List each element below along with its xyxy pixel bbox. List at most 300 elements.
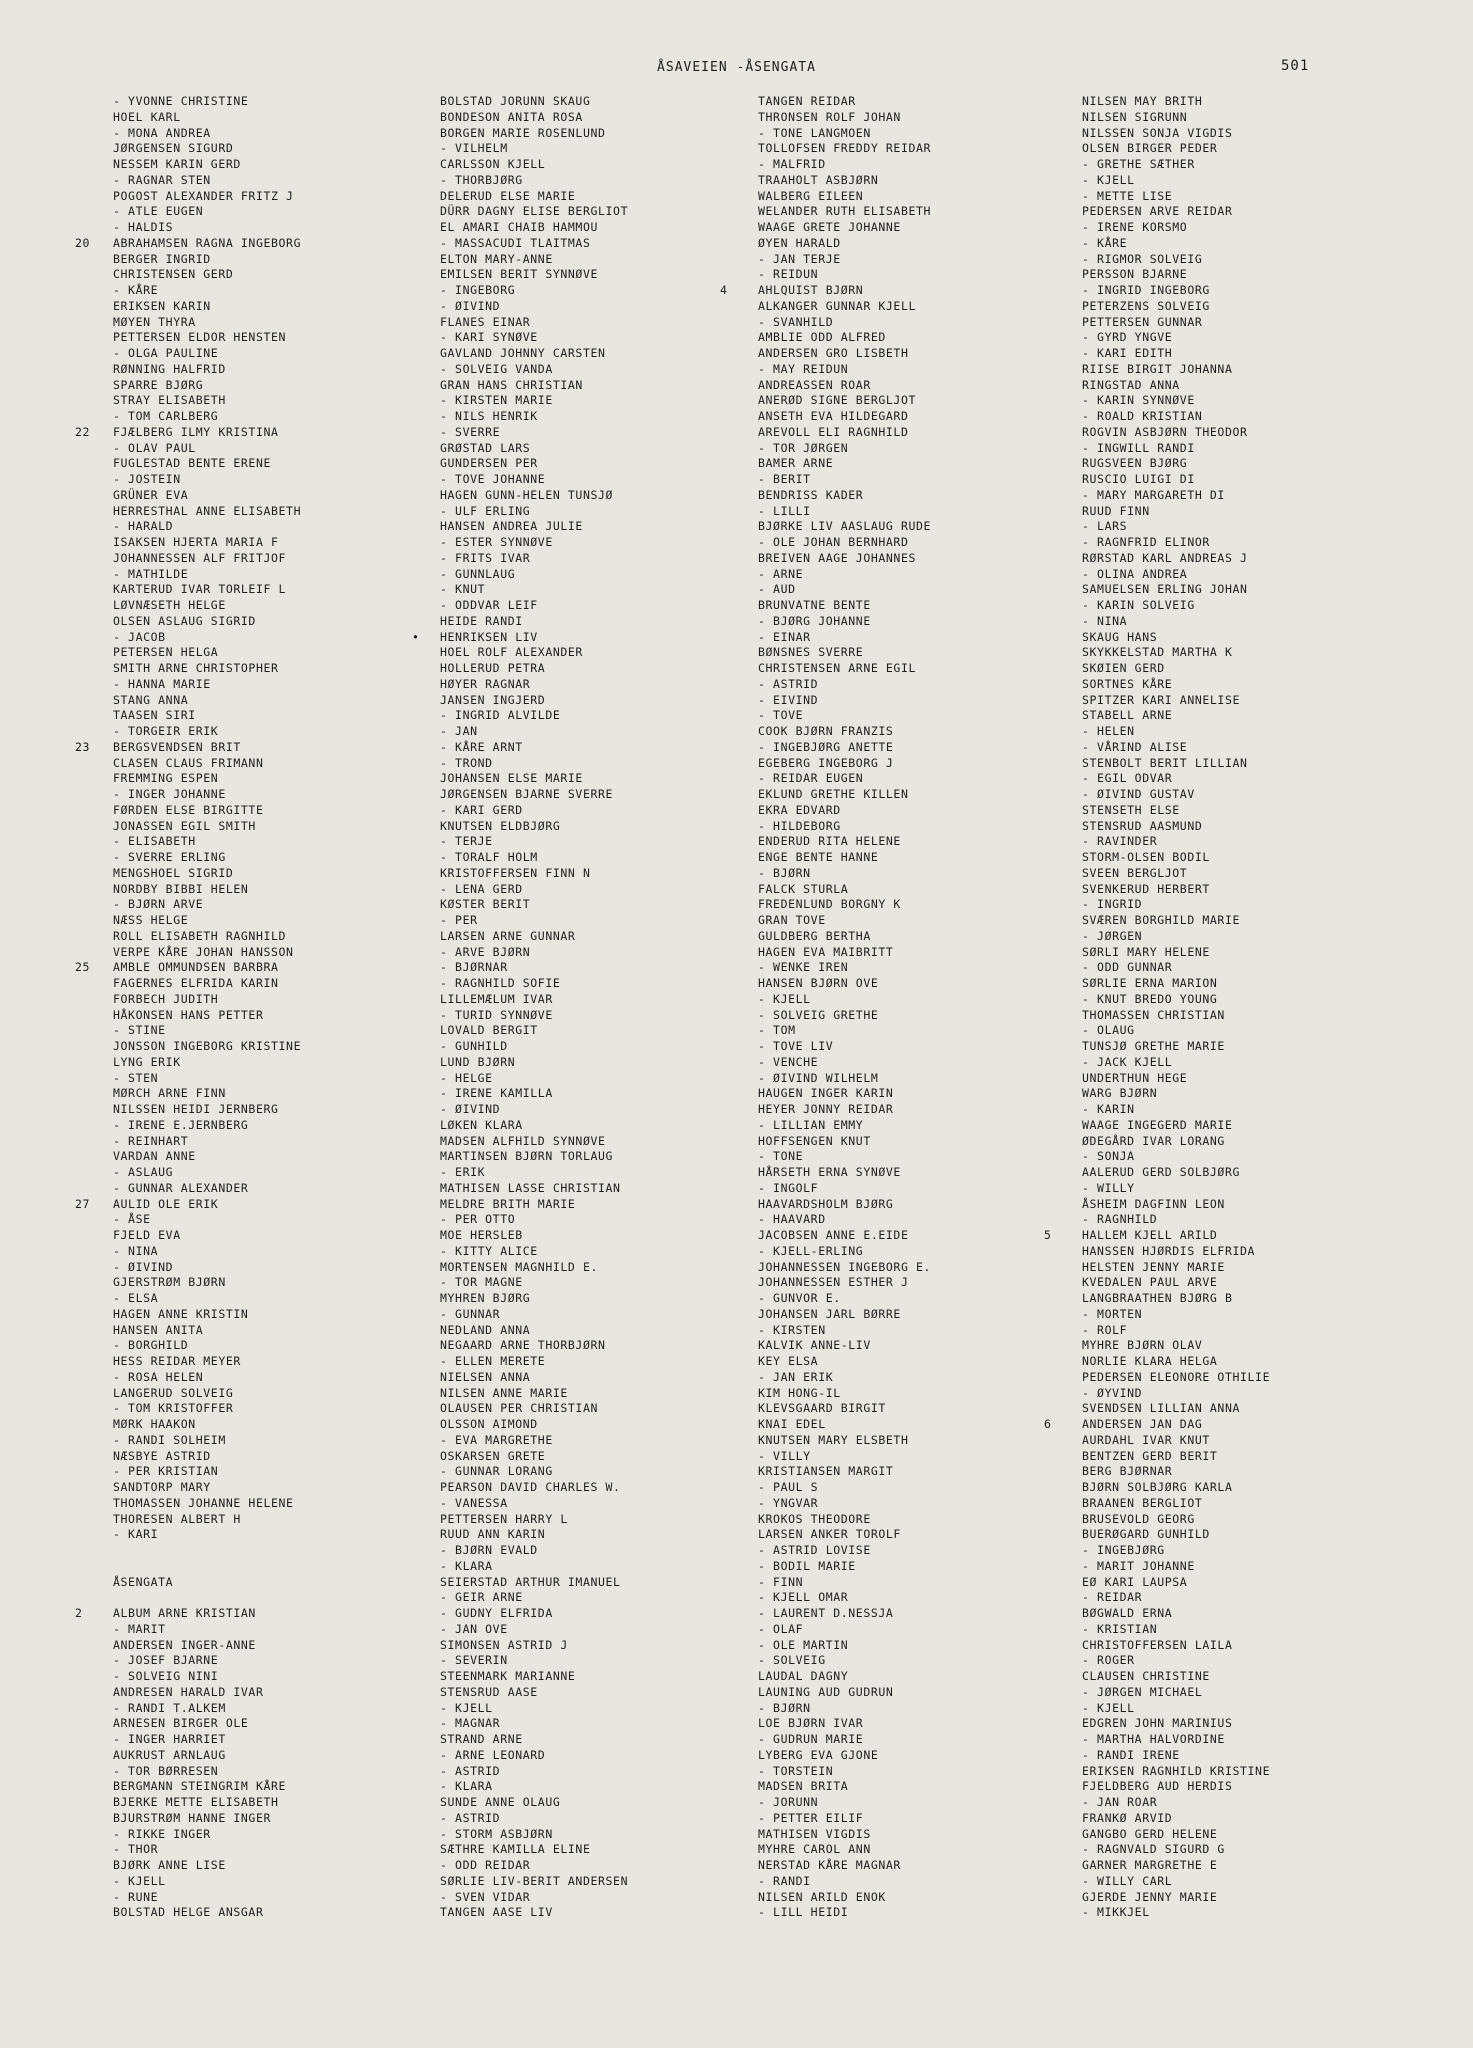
entry-name: - JØRGEN — [1082, 928, 1143, 943]
directory-entry — [758, 882, 1078, 898]
entry-name: - ARNE — [758, 566, 804, 581]
entry-name: BOLSTAD JORUNN SKAUG — [440, 94, 591, 108]
directory-entry — [758, 1638, 1078, 1654]
directory-entry — [440, 677, 760, 693]
entry-name: HANSEN ANDREA JULIE — [440, 519, 583, 534]
directory-entry — [113, 1386, 433, 1402]
directory-entry — [440, 488, 760, 504]
directory-entry — [758, 1464, 1078, 1480]
entry-name: FJELDBERG AUD HERDIS — [1082, 1779, 1233, 1794]
directory-entry — [1044, 1417, 1402, 1433]
directory-entry — [113, 267, 433, 283]
directory-entry — [1082, 1244, 1402, 1260]
entry-name: HAGEN ANNE KRISTIN — [113, 1306, 249, 1321]
directory-entry — [758, 661, 1078, 677]
directory-entry — [440, 945, 760, 961]
directory-entry — [758, 850, 1078, 866]
directory-entry — [113, 1512, 433, 1528]
directory-entry — [440, 1417, 760, 1433]
directory-entry — [113, 204, 433, 220]
entry-name: - JOSEF BJARNE — [113, 1653, 219, 1668]
entry-name: - MAY REIDUN — [758, 361, 849, 376]
directory-entry — [758, 976, 1078, 992]
directory-entry — [113, 1496, 433, 1512]
entry-name: - TOR MAGNE — [440, 1275, 523, 1290]
entry-name: - KLARA — [440, 1779, 493, 1794]
entry-name: FRANKØ ARVID — [1082, 1810, 1173, 1825]
entry-name: - HALDIS — [113, 220, 174, 234]
entry-name: TANGEN AASE LIV — [440, 1905, 553, 1920]
entry-name: PEDERSEN ELEONORE OTHILIE — [1082, 1369, 1271, 1384]
entry-name: - SVANHILD — [758, 314, 834, 329]
entry-name: AURDAHL IVAR KNUT — [1082, 1432, 1210, 1447]
entry-name: SORTNES KÅRE — [1082, 676, 1173, 691]
directory-entry — [113, 1118, 433, 1134]
entry-name: - LAURENT D.NESSJA — [758, 1606, 894, 1620]
directory-entry — [758, 1575, 1078, 1591]
directory-entry — [1082, 252, 1402, 268]
directory-entry — [758, 1748, 1078, 1764]
directory-entry — [440, 330, 760, 346]
entry-name: ALBUM ARNE KRISTIAN — [113, 1606, 256, 1620]
house-number: 22 — [75, 424, 91, 439]
entry-name: - MONA ANDREA — [113, 125, 211, 140]
directory-entry — [758, 1165, 1078, 1181]
entry-name: - RAGNAR STEN — [113, 172, 211, 187]
directory-entry — [1082, 1086, 1402, 1102]
entry-name: - TORSTEIN — [758, 1763, 834, 1778]
directory-entry — [1082, 157, 1402, 173]
directory-entry — [1082, 94, 1402, 110]
entry-name: - RAGNHILD SOFIE — [440, 976, 561, 990]
entry-name: MATHISEN LASSE CHRISTIAN — [440, 1180, 621, 1195]
entry-name: GRØSTAD LARS — [440, 440, 531, 455]
directory-entry — [758, 567, 1078, 583]
directory-entry — [113, 519, 433, 535]
directory-entry — [720, 283, 1078, 299]
directory-entry — [1082, 456, 1402, 472]
entry-name: - LILL HEIDI — [758, 1905, 849, 1920]
entry-name: PETERSEN HELGA — [113, 645, 219, 660]
entry-name: - LILLIAN EMMY — [758, 1117, 864, 1132]
directory-entry — [113, 299, 433, 315]
directory-entry — [758, 1858, 1078, 1874]
entry-name: - WILLY CARL — [1082, 1873, 1173, 1888]
directory-entry — [440, 693, 760, 709]
entry-name: - MATHILDE — [113, 566, 189, 581]
directory-entry — [113, 1338, 433, 1354]
entry-name: HANSEN ANITA — [113, 1322, 204, 1337]
directory-entry — [113, 1165, 433, 1181]
entry-name: STEENMARK MARIANNE — [440, 1669, 576, 1683]
entry-name: - RANDI — [758, 1873, 811, 1888]
directory-entry — [758, 1827, 1078, 1843]
entry-name: - GUDNY ELFRIDA — [440, 1606, 553, 1620]
entry-name: - SEVERIN — [440, 1653, 508, 1668]
entry-name: - HELEN — [1082, 724, 1135, 738]
directory-entry — [440, 1071, 760, 1087]
directory-entry — [113, 1543, 433, 1575]
directory-entry — [758, 1291, 1078, 1307]
entry-name: - TONE — [758, 1149, 804, 1164]
directory-entry — [1082, 173, 1402, 189]
directory-entry — [1082, 1701, 1402, 1717]
entry-name: - YNGVAR — [758, 1495, 819, 1510]
entry-name: EKLUND GRETHE KILLEN — [758, 787, 909, 801]
entry-name: LUND BJØRN — [440, 1054, 516, 1069]
directory-entry — [113, 787, 433, 803]
directory-entry — [758, 1275, 1078, 1291]
directory-entry — [758, 1244, 1078, 1260]
entry-name: - INGWILL RANDI — [1082, 440, 1195, 455]
directory-entry — [1082, 378, 1402, 394]
entry-name: - TOR JØRGEN — [758, 440, 849, 455]
directory-entry — [113, 582, 433, 598]
directory-entry — [1082, 1732, 1402, 1748]
entry-name: ANDERSEN JAN DAG — [1082, 1417, 1203, 1431]
directory-entry — [440, 157, 760, 173]
entry-name: HAGEN EVA MAIBRITT — [758, 944, 894, 959]
entry-name: GARNER MARGRETHE E — [1082, 1858, 1218, 1872]
entry-name: BJØRK ANNE LISE — [113, 1858, 226, 1872]
entry-name: TUNSJØ GRETHE MARIE — [1082, 1039, 1225, 1053]
directory-entry — [440, 252, 760, 268]
directory-entry — [113, 1260, 433, 1276]
directory-entry — [1082, 1165, 1402, 1181]
directory-entry — [1082, 1559, 1402, 1575]
directory-entry — [758, 756, 1078, 772]
directory-entry — [758, 315, 1078, 331]
directory-entry — [758, 141, 1078, 157]
entry-name: HÅRSETH ERNA SYNØVE — [758, 1165, 901, 1179]
directory-entry — [758, 1449, 1078, 1465]
entry-name: KIM HONG-IL — [758, 1385, 841, 1400]
directory-entry — [1082, 236, 1402, 252]
directory-entry — [758, 1008, 1078, 1024]
directory-entry — [440, 1244, 760, 1260]
entry-name: - BJØRN — [758, 865, 811, 880]
directory-entry — [1082, 929, 1402, 945]
directory-entry — [1082, 1748, 1402, 1764]
entry-name: ÅSHEIM DAGFINN LEON — [1082, 1196, 1225, 1211]
directory-entry — [440, 1685, 760, 1701]
entry-name: HEIDE RANDI — [440, 613, 523, 628]
page-number: 501 — [1281, 58, 1310, 74]
directory-entry — [758, 173, 1078, 189]
directory-entry — [440, 1764, 760, 1780]
entry-name: EDGREN JOHN MARINIUS — [1082, 1716, 1233, 1731]
directory-entry — [758, 1905, 1078, 1921]
directory-entry — [440, 1386, 760, 1402]
directory-entry — [440, 1181, 760, 1197]
entry-name: SKAUG HANS — [1082, 629, 1158, 644]
directory-entry — [113, 1779, 433, 1795]
directory-entry — [440, 126, 760, 142]
directory-entry — [758, 929, 1078, 945]
entry-name: - KLARA — [440, 1558, 493, 1573]
directory-entry — [1082, 1606, 1402, 1622]
directory-entry — [113, 1590, 433, 1606]
directory-entry — [440, 141, 760, 157]
entry-name: - GUNNAR — [440, 1306, 501, 1321]
directory-entry — [440, 1307, 760, 1323]
directory-entry — [758, 1496, 1078, 1512]
directory-entry — [113, 1291, 433, 1307]
entry-name: STENSRUD AASE — [440, 1684, 538, 1699]
column-1 — [75, 94, 433, 1921]
entry-name: - GUNVOR E. — [758, 1291, 841, 1305]
directory-entry — [758, 393, 1078, 409]
directory-entry — [440, 1512, 760, 1528]
entry-name: - RIGMOR SOLVEIG — [1082, 251, 1203, 266]
directory-entry — [1082, 850, 1402, 866]
entry-name: ØDEGÅRD IVAR LORANG — [1082, 1133, 1225, 1148]
directory-entry — [113, 708, 433, 724]
directory-entry — [758, 1354, 1078, 1370]
entry-name: LAUNING AUD GUDRUN — [758, 1684, 894, 1699]
entry-name: - ØIVIND — [440, 1102, 501, 1116]
house-number: 5 — [1044, 1228, 1052, 1242]
directory-entry — [113, 630, 433, 646]
entry-name: SVÆREN BORGHILD MARIE — [1082, 913, 1240, 927]
directory-entry — [440, 582, 760, 598]
directory-entry — [758, 1023, 1078, 1039]
directory-entry — [440, 1606, 760, 1622]
directory-entry — [440, 1464, 760, 1480]
directory-entry — [758, 1212, 1078, 1228]
directory-entry — [758, 110, 1078, 126]
entry-name: - EVA MARGRETHE — [440, 1432, 553, 1447]
entry-name: FJELD EVA — [113, 1228, 181, 1242]
entry-name: NILSEN SIGRUNN — [1082, 109, 1188, 124]
entry-name: RUGSVEEN BJØRG — [1082, 456, 1188, 471]
directory-entry — [1082, 315, 1402, 331]
directory-entry — [1082, 1764, 1402, 1780]
entry-name: - REIDAR EUGEN — [758, 771, 864, 786]
entry-name: WAAGE INGEGERD MARIE — [1082, 1117, 1233, 1132]
directory-entry — [1082, 1811, 1402, 1827]
entry-name: AREVOLL ELI RAGNHILD — [758, 424, 909, 439]
directory-entry — [113, 1228, 433, 1244]
directory-entry — [440, 1291, 760, 1307]
directory-entry — [440, 1559, 760, 1575]
directory-entry — [1082, 1842, 1402, 1858]
entry-name: BJURSTRØM HANNE INGER — [113, 1810, 271, 1825]
house-number: 25 — [75, 960, 91, 975]
directory-entry — [75, 739, 433, 756]
house-number: 4 — [720, 283, 728, 297]
entry-name: THOMASSEN CHRISTIAN — [1082, 1007, 1225, 1022]
directory-entry — [1082, 472, 1402, 488]
directory-entry — [1082, 1622, 1402, 1638]
margin-dot: • — [412, 629, 420, 644]
directory-entry — [758, 866, 1078, 882]
directory-entry — [1082, 1039, 1402, 1055]
street-heading — [113, 1575, 433, 1591]
directory-entry — [440, 519, 760, 535]
entry-name: - MORTEN — [1082, 1306, 1143, 1321]
directory-entry — [758, 1039, 1078, 1055]
directory-entry — [758, 1401, 1078, 1417]
directory-entry — [113, 252, 433, 268]
directory-entry — [1082, 913, 1402, 929]
entry-name: BJØRKE LIV AASLAUG RUDE — [758, 519, 932, 534]
directory-entry — [758, 1779, 1078, 1795]
entry-name: OLSSON AIMOND — [440, 1417, 538, 1431]
entry-name: HENRIKSEN LIV — [440, 629, 538, 644]
entry-name: BERGSVENDSEN BRIT — [113, 739, 241, 754]
entry-name: SEIERSTAD ARTHUR IMANUEL — [440, 1574, 621, 1589]
directory-entry — [440, 1874, 760, 1890]
directory-entry — [440, 803, 760, 819]
directory-entry — [113, 173, 433, 189]
directory-entry — [440, 378, 760, 394]
entry-name: SANDTORP MARY — [113, 1480, 211, 1494]
entry-name: ANDERSEN GRO LISBETH — [758, 346, 909, 360]
entry-name: GULDBERG BERTHA — [758, 928, 871, 943]
directory-entry — [1082, 1669, 1402, 1685]
directory-entry — [758, 535, 1078, 551]
entry-name: ROLL ELISABETH RAGNHILD — [113, 928, 287, 943]
entry-name: BONDESON ANITA ROSA — [440, 109, 583, 124]
directory-entry — [1082, 1370, 1402, 1386]
entry-name: ENDERUD RITA HELENE — [758, 834, 901, 849]
column-2 — [412, 94, 760, 1921]
directory-entry — [75, 960, 433, 976]
entry-name: - KÅRE — [1082, 235, 1128, 250]
directory-entry — [1082, 819, 1402, 835]
entry-name: - ELSA — [113, 1291, 159, 1305]
directory-entry — [440, 1228, 760, 1244]
entry-name: NORLIE KLARA HELGA — [1082, 1354, 1218, 1368]
entry-name: - ROSA HELEN — [113, 1369, 204, 1384]
entry-name: SØRLI MARY HELENE — [1082, 944, 1210, 959]
entry-name: HANSSEN HJØRDIS ELFRIDA — [1082, 1243, 1256, 1258]
directory-entry — [113, 645, 433, 661]
entry-name: MORTENSEN MAGNHILD E. — [440, 1259, 598, 1274]
entry-name: - JACK KJELL — [1082, 1054, 1173, 1069]
directory-entry — [1082, 1890, 1402, 1906]
directory-entry — [758, 1370, 1078, 1386]
entry-name: - BORGHILD — [113, 1338, 189, 1353]
entry-name: HOEL KARL — [113, 109, 181, 124]
entry-name: LOVALD BERGIT — [440, 1023, 538, 1038]
entry-name: - BERIT — [758, 472, 811, 486]
directory-entry — [113, 945, 433, 961]
directory-entry — [113, 472, 433, 488]
entry-name: THORESEN ALBERT H — [113, 1511, 241, 1526]
entry-name: HELSTEN JENNY MARIE — [1082, 1259, 1225, 1274]
entry-name: DELERUD ELSE MARIE — [440, 188, 576, 203]
directory-entry — [440, 787, 760, 803]
entry-name: - SONJA — [1082, 1149, 1135, 1164]
entry-name: AUKRUST ARNLAUG — [113, 1747, 226, 1762]
entry-name: SVENDSEN LILLIAN ANNA — [1082, 1401, 1240, 1416]
entry-name: EMILSEN BERIT SYNNØVE — [440, 267, 598, 282]
entry-name: FJÆLBERG ILMY KRISTINA — [113, 424, 279, 439]
entry-name: NÆSBYE ASTRID — [113, 1448, 211, 1463]
entry-name: - OLINA ANDREA — [1082, 566, 1188, 581]
entry-name: - EINAR — [758, 629, 811, 644]
entry-name: - ULF ERLING — [440, 503, 531, 518]
directory-entry — [440, 189, 760, 205]
directory-entry — [1044, 1228, 1402, 1244]
directory-entry — [758, 1716, 1078, 1732]
entry-name: - IRENE KORSMO — [1082, 220, 1188, 234]
directory-entry — [440, 535, 760, 551]
directory-entry — [1082, 1102, 1402, 1118]
directory-entry — [440, 1590, 760, 1606]
directory-entry — [758, 1701, 1078, 1717]
entry-name: - LILLI — [758, 503, 811, 518]
entry-name: AALERUD GERD SOLBJØRG — [1082, 1165, 1240, 1179]
entry-name: TANGEN REIDAR — [758, 94, 856, 108]
directory-entry — [440, 929, 760, 945]
directory-entry — [1082, 740, 1402, 756]
directory-entry — [1082, 425, 1402, 441]
directory-entry — [113, 330, 433, 346]
directory-entry — [758, 787, 1078, 803]
directory-entry — [758, 1071, 1078, 1087]
directory-entry — [758, 94, 1078, 110]
entry-name: MYHRE BJØRN OLAV — [1082, 1338, 1203, 1353]
house-number: 23 — [75, 739, 91, 754]
entry-name: EØ KARI LAUPSA — [1082, 1574, 1188, 1589]
directory-entry — [113, 488, 433, 504]
entry-name: SAMUELSEN ERLING JOHAN — [1082, 582, 1248, 597]
entry-name: CHRISTENSEN GERD — [113, 267, 234, 282]
entry-name: - JORUNN — [758, 1795, 819, 1809]
directory-entry — [113, 1480, 433, 1496]
entry-name: - STINE — [113, 1023, 166, 1038]
entry-name: - KARI — [113, 1527, 159, 1542]
directory-entry — [758, 819, 1078, 835]
directory-entry — [758, 803, 1078, 819]
directory-entry — [113, 1748, 433, 1764]
directory-entry — [440, 110, 760, 126]
directory-entry — [440, 1433, 760, 1449]
entry-name: - GRETHE SÆTHER — [1082, 157, 1195, 171]
entry-name: - ASTRID — [758, 676, 819, 691]
entry-name: - RIKKE INGER — [113, 1826, 211, 1841]
directory-entry — [440, 504, 760, 520]
directory-entry — [758, 1622, 1078, 1638]
directory-entry — [758, 913, 1078, 929]
directory-entry — [113, 992, 433, 1008]
directory-entry — [1082, 992, 1402, 1008]
directory-entry — [440, 992, 760, 1008]
entry-name: - ØIVIND — [440, 298, 501, 313]
directory-entry — [113, 1653, 433, 1669]
entry-name: - JAN OVE — [440, 1621, 508, 1636]
entry-name: FØRDEN ELSE BIRGITTE — [113, 802, 264, 817]
directory-entry — [113, 141, 433, 157]
entry-name: MØYEN THYRA — [113, 314, 196, 329]
directory-entry — [440, 283, 760, 299]
entry-name: - TERJE — [440, 834, 493, 849]
entry-name: - VILLY — [758, 1448, 811, 1463]
directory-entry — [758, 1606, 1078, 1622]
entry-name: KEY ELSA — [758, 1354, 819, 1368]
entry-name: HEYER JONNY REIDAR — [758, 1102, 894, 1116]
entry-name: - GUNHILD — [440, 1039, 508, 1053]
entry-name: - INGER JOHANNE — [113, 787, 226, 801]
directory-entry — [1082, 724, 1402, 740]
entry-name: THOMASSEN JOHANNE HELENE — [113, 1495, 294, 1510]
directory-entry — [758, 441, 1078, 457]
directory-entry — [1082, 1795, 1402, 1811]
entry-name: - HANNA MARIE — [113, 676, 211, 691]
